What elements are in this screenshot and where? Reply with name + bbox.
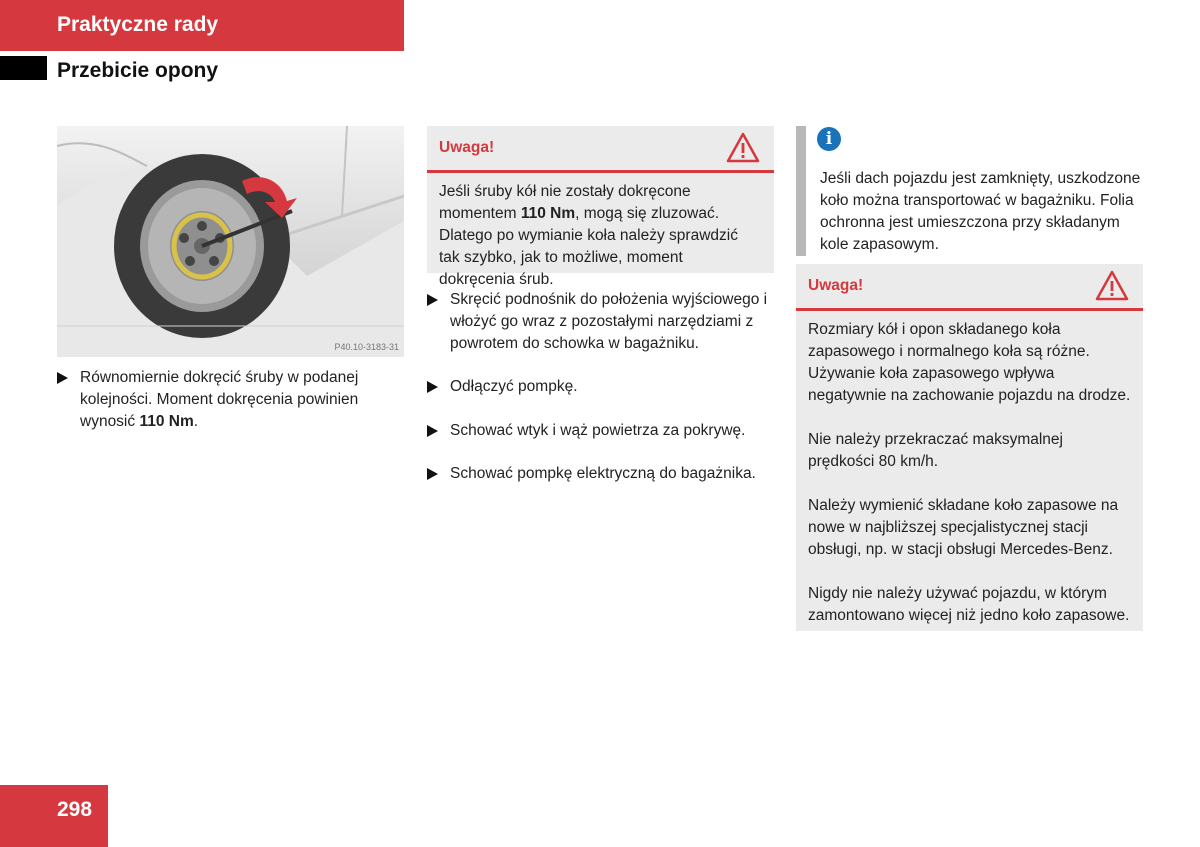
warning-text-part: Jeśli śruby kół nie zostały dokręcone momentem [439, 183, 691, 222]
step-jack [427, 289, 775, 355]
warning-header [796, 264, 1143, 311]
step-arrow-icon [427, 425, 438, 437]
warning-paragraph: Rozmiary kół i opon składanego koła zapasowego i normalnego koła są różne. Używanie koła zapasowego wpływa negatywnie na zachowanie pojazdu na drodze. [808, 321, 1131, 404]
step-text: Schować pompkę elektryczną do bagażnika. [450, 465, 756, 482]
warning-box-spare-wheel [796, 264, 1143, 631]
step-text: Skręcić podnośnik do położenia wyjściowego i włożyć go wraz z pozostałymi narzędziami z powrotem do schowka w bagażniku. [450, 291, 768, 352]
warning-box-torque [427, 126, 774, 288]
step-stow-hose [427, 420, 775, 442]
step-text-end: . [193, 413, 199, 430]
step-arrow-icon [57, 372, 68, 384]
warning-paragraph: Należy wymienić składane koło zapasowe na nowe w najbliższej specjalistycznej stacji obsługi, np. w stacji obsługi Mercedes-Benz. [808, 497, 1119, 558]
info-bar [796, 126, 806, 256]
page-number-tab [0, 785, 108, 847]
page-title: Przebicie opony [57, 59, 219, 82]
info-note [796, 126, 1144, 256]
step-text: Równomiernie dokręcić śruby w podanej kolejności. Moment dokręcenia powinien wynosić [80, 369, 359, 430]
warning-paragraph: Nigdy nie należy używać pojazdu, w którym zamontowano więcej niż jedno koło zapasowe. [808, 585, 1130, 624]
step-arrow-icon [427, 381, 438, 393]
warning-header [427, 126, 774, 173]
page-number: 298 [57, 798, 93, 821]
step-arrow-icon [427, 294, 438, 306]
step-tighten-bolts [57, 367, 397, 433]
figure-reference: P40.10-3183-31 [334, 342, 399, 352]
warning-triangle-icon [1095, 270, 1129, 302]
warning-label: Uwaga! [439, 139, 495, 156]
warning-text [427, 173, 774, 299]
step-text: Schować wtyk i wąż powietrza za pokrywę. [450, 422, 746, 439]
warning-triangle-icon [726, 132, 760, 164]
step-arrow-icon [427, 468, 438, 480]
section-marker [0, 56, 47, 80]
torque-value: 110 Nm [520, 205, 576, 222]
step-text: Odłączyć pompkę. [450, 378, 578, 395]
warning-text [796, 311, 1143, 635]
wheel-illustration [57, 126, 404, 357]
info-text: Jeśli dach pojazdu jest zamknięty, uszkodzone koło można transportować w bagażniku. Folia ochronna jest umieszczona przy składanym kole zapasowym. [820, 170, 1141, 253]
warning-paragraph: Nie należy przekraczać maksymalnej prędkości 80 km/h. [808, 431, 1063, 470]
section-title: Praktyczne rady [57, 13, 219, 36]
torque-value: 110 Nm [139, 413, 194, 430]
warning-text-part: , mogą się zluzować. Dlatego po wymianie koła należy sprawdzić tak szybko, jak to możliwe, moment dokręcenia śrub. [439, 205, 738, 288]
step-disconnect-pump [427, 376, 775, 398]
section-tab [0, 0, 404, 51]
warning-label: Uwaga! [808, 277, 864, 294]
info-icon: i [817, 127, 841, 151]
step-stow-pump [427, 463, 777, 485]
